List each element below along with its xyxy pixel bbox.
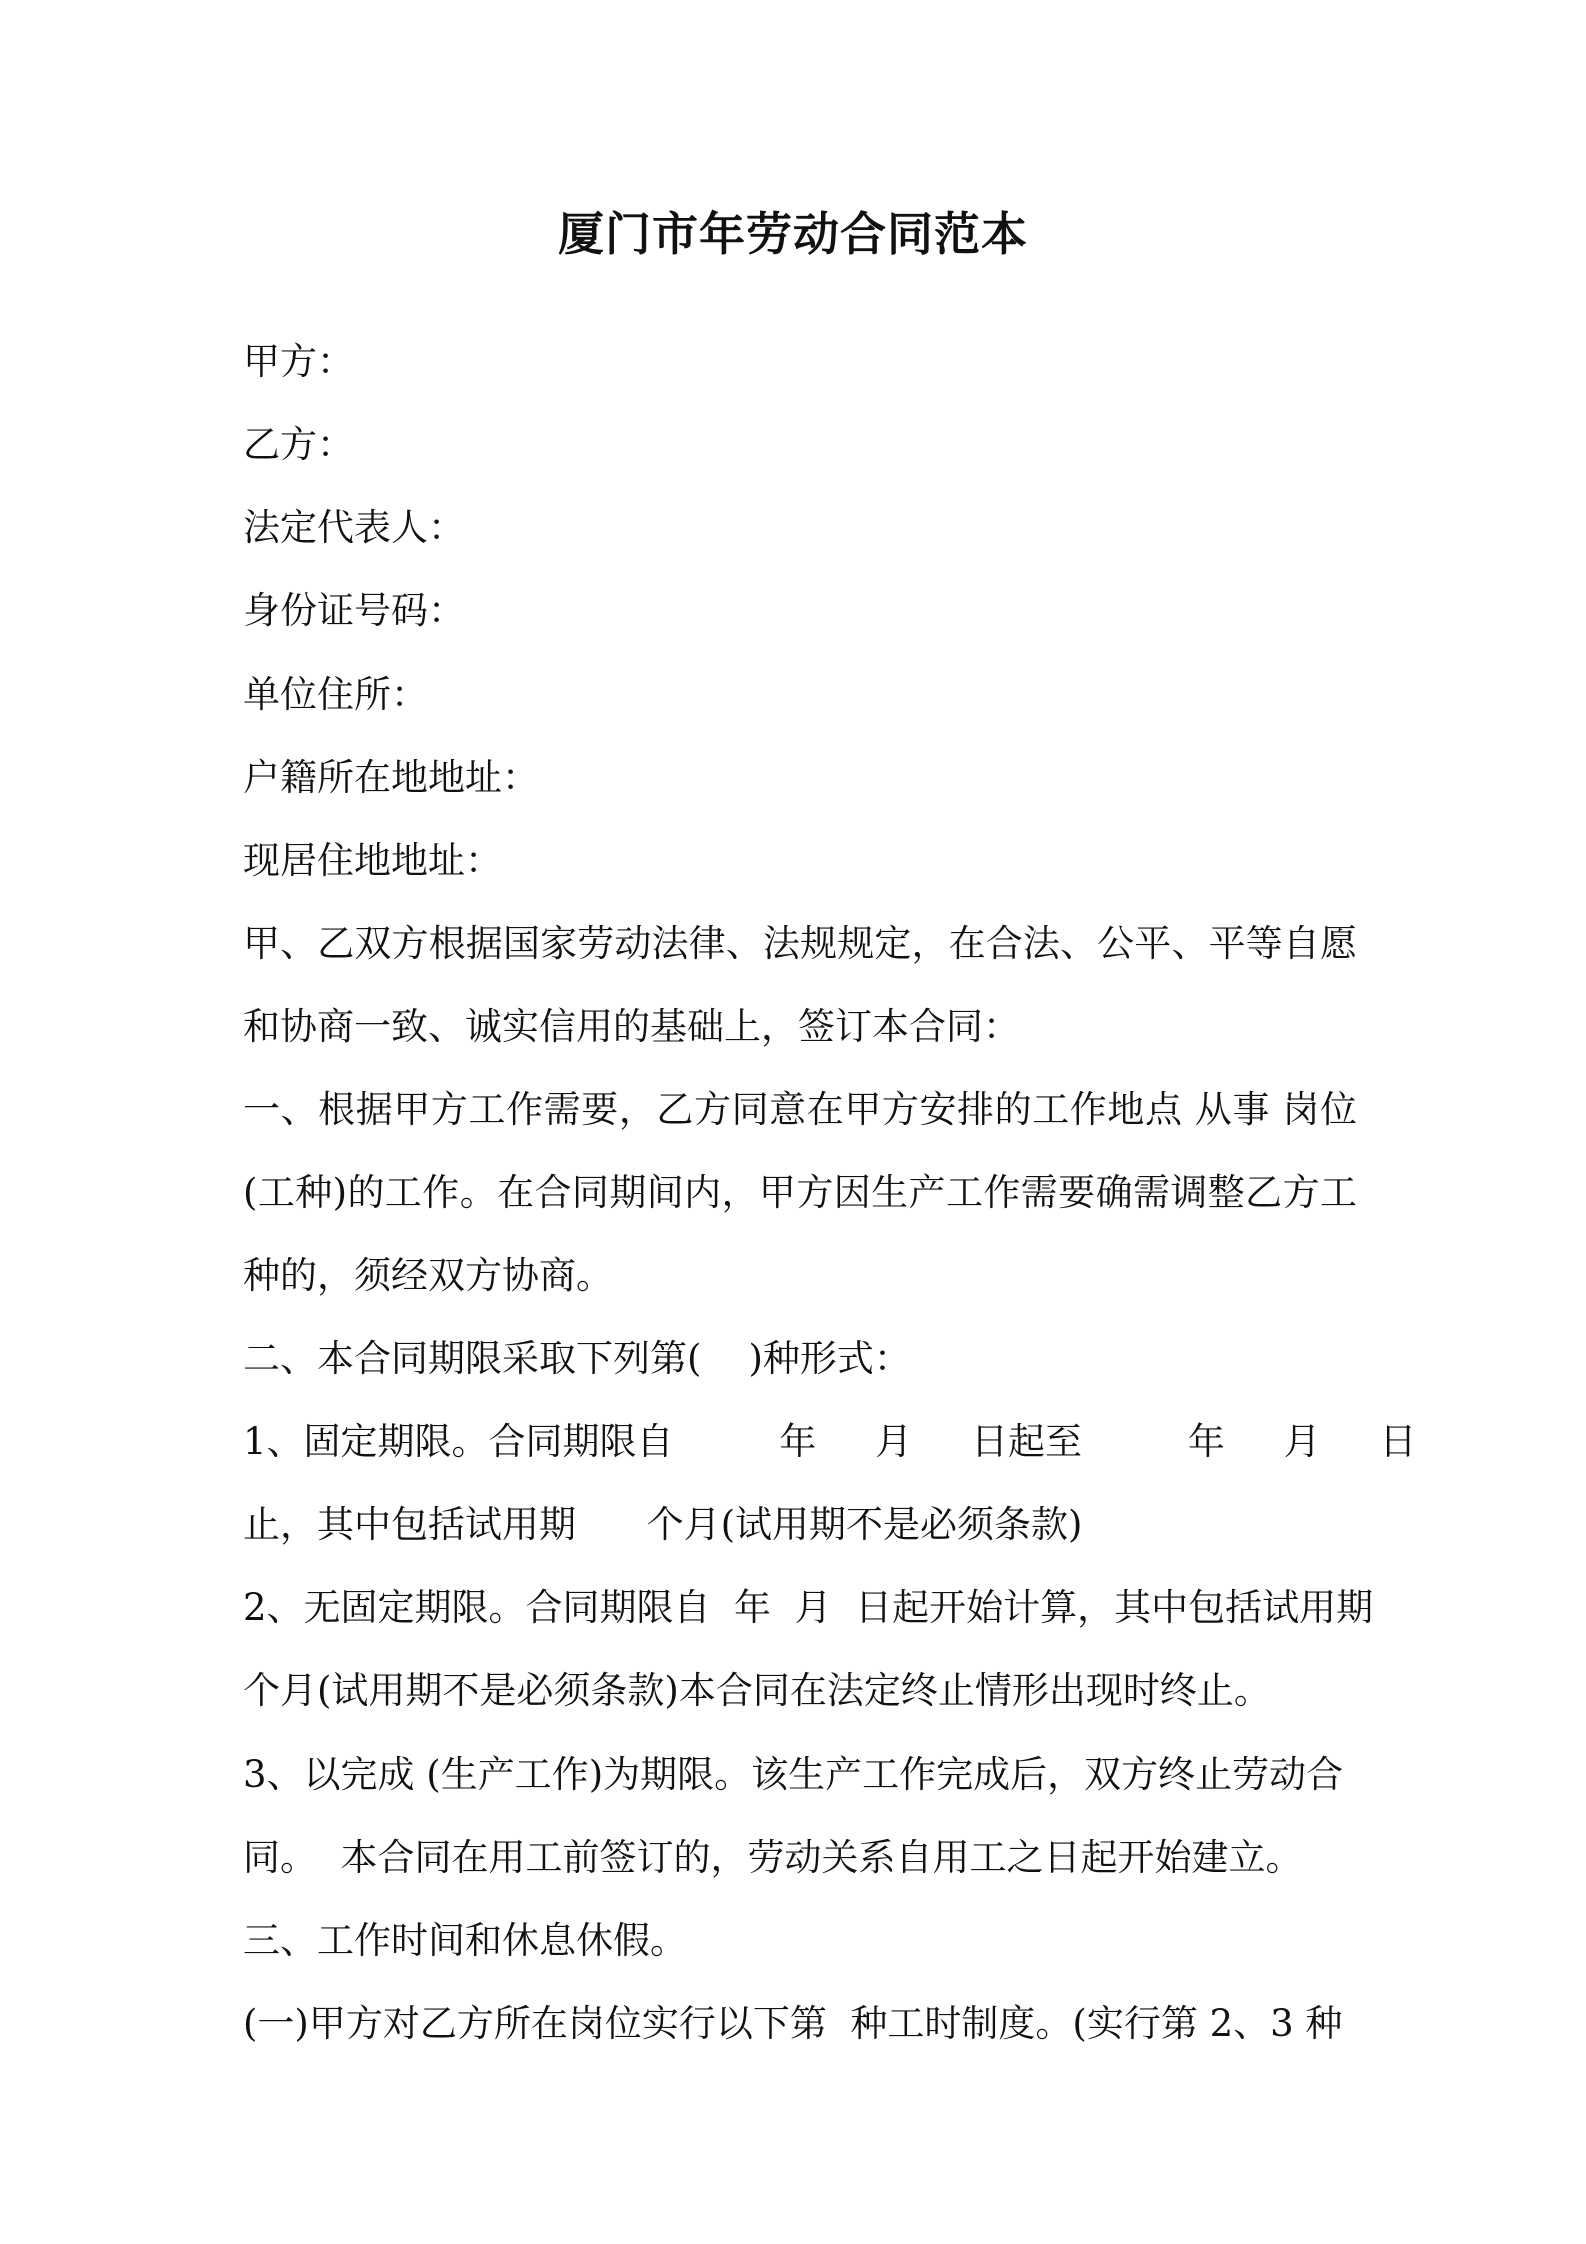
clause-1-line-1: 一、根据甲方工作需要，乙方同意在甲方安排的工作地点 从事 岗位 [243,1088,1357,1131]
clause-2-item-2-line-2: 个月(试用期不是必须条款)本合同在法定终止情形出现时终止。 [243,1669,1271,1712]
clause-2-item-3-line-2: 同。 本合同在用工前签订的，劳动关系自用工之日起开始建立。 [243,1836,1303,1879]
household-address-line: 户籍所在地地址： [243,756,539,799]
preamble-line-2: 和协商一致、诚实信用的基础上，签订本合同： [243,1005,1020,1048]
party-b-line: 乙方： [243,423,354,466]
preamble-line-1: 甲、乙双方根据国家劳动法律、法规规定，在合法、公平、平等自愿 [243,922,1357,965]
clause-2-item-1-line-1: 1、固定期限。合同期限自 年 月 日起至 年 月 日 [243,1420,1417,1463]
id-number-line: 身份证号码： [243,589,465,632]
clause-2-item-1-line-2: 止，其中包括试用期 个月(试用期不是必须条款) [243,1503,1083,1546]
party-a-line: 甲方： [243,340,354,383]
clause-3-item-1-line-1: (一)甲方对乙方所在岗位实行以下第 种工时制度。(实行第 2、3 种 [243,2002,1343,2045]
clause-1-line-3: 种的，须经双方协商。 [243,1254,613,1297]
current-address-line: 现居住地地址： [243,839,502,882]
legal-representative-line: 法定代表人： [243,506,465,549]
clause-2-item-3-line-1: 3、以完成 (生产工作)为期限。该生产工作完成后，双方终止劳动合 [243,1753,1344,1796]
company-address-line: 单位住所： [243,673,428,716]
document-title: 厦门市年劳动合同范本 [558,207,1028,261]
clause-2-item-2-line-1: 2、无固定期限。合同期限自 年 月 日起开始计算，其中包括试用期 [243,1586,1374,1629]
clause-3-heading: 三、工作时间和休息休假。 [243,1919,687,1962]
clause-1-line-2: (工种)的工作。在合同期间内，甲方因生产工作需要确需调整乙方工 [243,1171,1357,1214]
clause-2-heading: 二、本合同期限采取下列第( )种形式： [243,1337,911,1380]
